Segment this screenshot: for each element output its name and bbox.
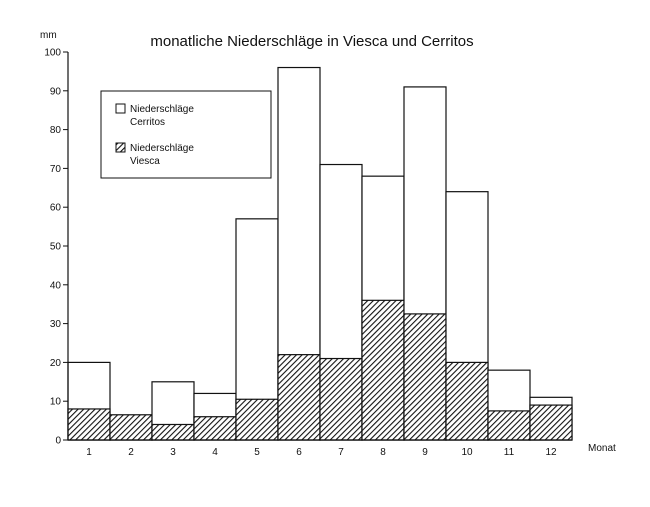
y-tick-label: 80 <box>49 125 61 137</box>
bar-viesca-4 <box>194 417 236 440</box>
y-tick-label: 20 <box>49 357 61 369</box>
bar-viesca-11 <box>488 411 530 440</box>
y-tick-label: 10 <box>49 396 61 408</box>
bar-viesca-1 <box>68 409 110 440</box>
y-tick-label: 90 <box>49 86 61 98</box>
legend-swatch-cerritos <box>116 104 125 113</box>
legend-swatch-viesca <box>116 143 125 152</box>
bar-viesca-9 <box>404 314 446 440</box>
x-axis-label: Monat <box>588 443 616 454</box>
y-tick-label: 50 <box>49 241 61 253</box>
x-tick-label: 12 <box>545 447 557 458</box>
legend <box>101 91 271 178</box>
bar-viesca-8 <box>362 300 404 440</box>
y-axis-unit-label: mm <box>40 30 57 41</box>
chart-title: monatliche Niederschläge in Viesca und Cerritos <box>150 33 474 50</box>
y-tick-label: 100 <box>44 47 61 59</box>
bar-viesca-5 <box>236 399 278 440</box>
bar-viesca-10 <box>446 362 488 440</box>
bar-viesca-2 <box>110 415 152 440</box>
x-tick-label: 10 <box>461 447 473 458</box>
x-tick-label: 3 <box>170 447 176 458</box>
x-tick-label: 11 <box>503 447 515 458</box>
x-tick-label: 8 <box>380 447 386 458</box>
bar-viesca-3 <box>152 424 194 440</box>
y-tick-label: 60 <box>49 202 61 214</box>
bar-viesca-12 <box>530 405 572 440</box>
legend-label-cerritos-2: Cerritos <box>130 117 166 128</box>
legend-label-viesca-2: Viesca <box>130 156 160 167</box>
bar-viesca-7 <box>320 359 362 440</box>
y-tick-label: 70 <box>49 163 61 175</box>
x-tick-label: 5 <box>254 447 260 458</box>
x-tick-label: 2 <box>128 447 134 458</box>
bar-viesca-6 <box>278 355 320 440</box>
x-tick-label: 4 <box>212 447 218 458</box>
x-tick-label: 6 <box>296 447 302 458</box>
x-tick-label: 9 <box>422 447 428 458</box>
y-tick-label: 30 <box>49 319 61 331</box>
y-axis-ticks <box>44 48 68 447</box>
y-tick-label: 40 <box>49 280 61 292</box>
x-tick-label: 1 <box>86 447 92 458</box>
legend-label-viesca-1: Niederschläge <box>130 143 194 154</box>
x-axis-ticks <box>86 447 557 458</box>
y-tick-label: 0 <box>55 435 61 447</box>
legend-label-cerritos-1: Niederschläge <box>130 104 194 115</box>
x-tick-label: 7 <box>338 447 344 458</box>
